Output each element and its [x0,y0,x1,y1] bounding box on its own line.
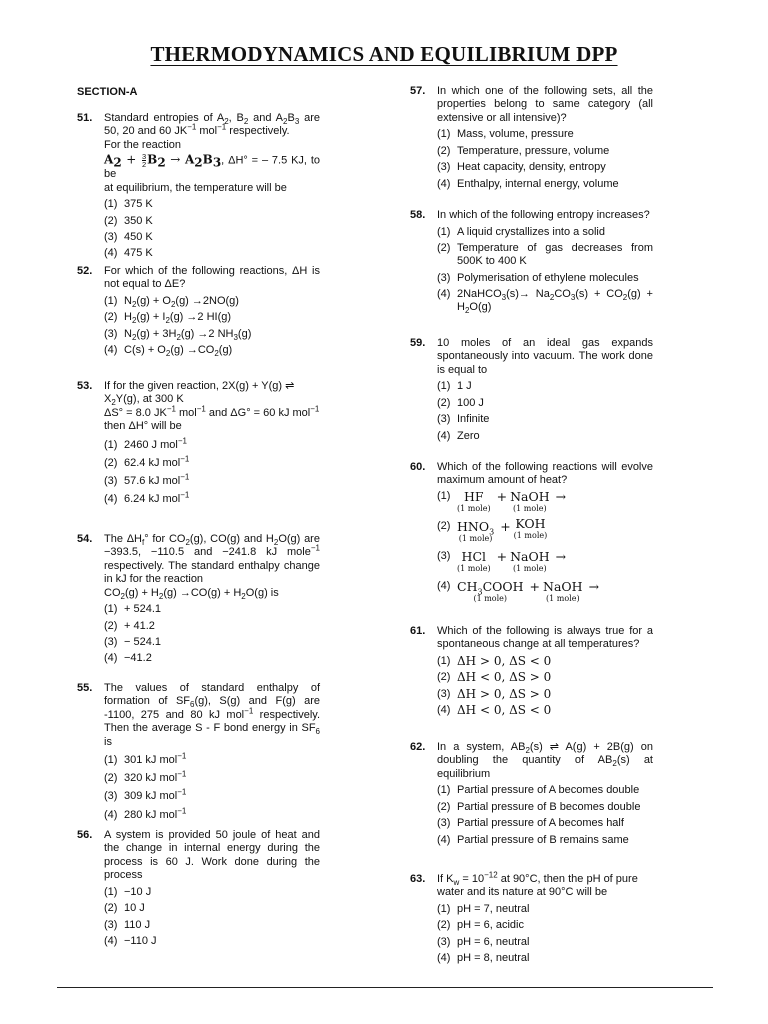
option[interactable]: (4) 280 kJ mol$^{-1}$ [104,805,187,821]
option[interactable]: (4) ΔH < 0, ΔS < 0 [437,703,552,718]
option[interactable]: (3) 57.6 kJ mol$^{-1}$ [104,472,190,488]
options-list [437,490,653,608]
option[interactable]: (2) Partial pressure of B becomes double [437,800,641,813]
option[interactable]: (1) 1 J [437,380,472,393]
option[interactable]: (2) 62.4 kJ mol$^{-1}$ [104,454,190,469]
option[interactable]: (3) Partial pressure of A becomes half [437,817,624,830]
question-number: 60. [410,461,426,473]
question-text: The $\Delta H_f^\circ$ for $CO_2(g)$, CO(g) and $H_2O(g)$ are −393.5, −110.5 and −241.8 kJ mole$^{-1}$ respectively. The standard enthalpy change in kJ for the reaction $CO_2(g) + H_2(g) \to CO(g) + H_2O(g)$ is (1) + 524.1 (2) + 41.2 (3) − 524.1 (4) −41.2 [104,533,320,665]
options-list [437,903,653,965]
option[interactable]: (1) ΔH > 0, ΔS < 0 [437,654,552,668]
question-text: A system is provided 50 joule of heat and the change in internal energy during the process is 60 J. Work done during the process (1) −10 J (2) 10 J (3) 110 J (4) −110 J [104,829,320,947]
options-list [104,886,320,948]
question-text: In which of the following entropy increases? (1) A liquid crystallizes into a solid (2) Temperature of gas decreases from 500K to 400 K (3) Polymerisation of ethylene molecules (4) 2NaHCO$_3$(s)→ $Na_2CO_3(s) + CO_2(g) + H_2O(g)$ [437,209,653,316]
option[interactable]: (4) −110 J [104,934,157,947]
question-number: 56. [77,829,93,841]
option[interactable]: (2) 10 J [104,902,145,915]
option[interactable]: (2) pH = 6, acidic [437,919,524,932]
options-list [437,380,653,442]
option[interactable]: (3) − 524.1 [104,636,162,648]
option[interactable]: (3) Infinite [437,413,490,426]
option[interactable]: (2) Temperature of gas decreases from 500K to 400 K [437,241,653,268]
option[interactable]: (1) $N_2(g) + O_2(g) \to 2NO(g)$ [104,295,239,310]
option[interactable]: (1) pH = 7, neutral [437,903,530,915]
option[interactable]: (2) 100 J [437,396,484,409]
option[interactable]: (1) −10 J [104,885,152,898]
option[interactable]: (4) 6.24 kJ mol$^{-1}$ [104,490,190,506]
option[interactable]: (4) −41.2 [104,652,152,665]
question-number: 55. [77,682,93,694]
option[interactable]: (2) ΔH < 0, ΔS > 0 [437,670,552,685]
option[interactable]: (3) 309 kJ mol$^{-1}$ [104,787,187,803]
question-number: 61. [410,625,426,637]
option[interactable]: (1) 2460 J mol$^{-1}$ [104,435,187,451]
question-number: 62. [410,741,426,753]
options-list [437,784,653,846]
option[interactable]: (1) + 524.1 [104,603,162,616]
option[interactable]: (3) pH = 6, neutral [437,935,530,948]
option[interactable]: (3) Polymerisation of ethylene molecules [437,271,639,284]
reaction-equation: HF (1 mole) + NaOH (1 mole) → [457,488,567,514]
page-title: THERMODYNAMICS AND EQUILIBRIUM DPP [150,42,618,66]
question-number: 57. [410,85,426,97]
options-list [104,603,320,665]
options-list [437,226,653,315]
reaction-equation: HCl (1 mole) + NaOH (1 mole) → [457,548,567,574]
option[interactable]: (2) 320 kJ mol$^{-1}$ [104,769,187,785]
option[interactable]: (4) $C(s) + O_2(g) \to CO_2(g)$ [104,344,233,359]
option[interactable]: (3) 450 K [104,231,153,243]
question-number: 59. [410,337,426,349]
question-text: If for the given reaction, 2X(g) + Y(g) ⇌ $X_2Y(g)$, at 300 K ΔS° = 8.0 $JK^{-1}$ mol$^{-1}$ and ΔG° = 60 kJ mol$^{-1}$ then ΔH° will be (1) 2460 J mol$^{-1}$ (2) 62.4 kJ mol$^{-1}$ (3) 57.6 kJ mol$^{-1}$ (4) 6.24 kJ mol$^{-1}$ [104,380,320,506]
option[interactable]: (4) 475 K [104,247,153,260]
option[interactable]: (3) HCl (1 mole) + NaOH (1 mole) → [437,550,653,578]
reaction-equation: $HNO_3$ (1 mole) + KOH (1 mole) [457,515,548,544]
option[interactable]: (3) Heat capacity, density, entropy [437,161,606,174]
option[interactable]: (3) ΔH > 0, ΔS > 0 [437,686,552,701]
option[interactable]: (2) $HNO_3$ (1 mole) + KOH (1 mole) [437,520,653,548]
question-text: For which of the following reactions, ΔH is not equal to ΔE? (1) $N_2(g) + O_2(g) \to 2NO(g)$ (2) $H_2(g) + I_2(g) \to 2$ HI(g) (3) $N_2(g) + 3H_2(g) \to 2$ $NH_3(g)$ (4) $C(s) + O_2(g) \to CO_2(g)$ [104,265,320,359]
question-text: In which one of the following sets, all the properties belong to same category (all extensive or all intensive)? (1) Mass, volume, pressure (2) Temperature, pressure, volume (3) Heat capacity, density, entropy (4) Enthalpy, internal energy, volume [437,85,653,190]
option[interactable]: (4) pH = 8, neutral [437,952,530,965]
option[interactable]: (4) Enthalpy, internal energy, volume [437,177,619,190]
question-text: In a system, $AB_2(s)$ ⇌ A(g) + 2B(g) on doubling the quantity of $AB_2(s)$ at equilibrium (1) Partial pressure of A becomes double (2) Partial pressure of B becomes double (3) Partial pressure of A becomes half (4) Partial pressure of B remains same [437,741,654,846]
options-list [104,435,320,507]
question-text: Which of the following reactions will evolve maximum amount of heat? (1) HF (1 mole) + NaOH (1 mole) → (2) $HNO_3$ (1 mole) + KOH (1 mole) (3) HCl (1 mole) + NaOH (1 mole) → (4) $CH_3COOH$ (1 mole) + NaOH (1 mole) → [437,461,653,608]
option[interactable]: (2) Temperature, pressure, volume [437,144,610,157]
option[interactable]: (1) 301 kJ mol$^{-1}$ [104,751,187,767]
option[interactable]: (3) 110 J [104,918,151,931]
option[interactable]: (1) Partial pressure of A becomes double [437,784,640,797]
option[interactable]: (4) 2NaHCO$_3$(s)→ $Na_2CO_3(s) + CO_2(g) + H_2O(g)$ [437,287,653,316]
question-number: 52. [77,265,93,277]
option[interactable]: (1) HF (1 mole) + NaOH (1 mole) → [437,490,653,518]
question-number: 51. [77,112,93,124]
question-text: If $K_w = 10^{-12}$ at 90°C, then the pH of pure water and its nature at 90°C will be (1) pH = 7, neutral (2) pH = 6, acidic (3) pH = 6, neutral (4) pH = 8, neutral [437,873,653,965]
question-number: 63. [410,873,426,885]
question-number: 53. [77,380,93,392]
section-heading: SECTION-A [77,86,138,98]
reaction-equation: $CH_3COOH$ (1 mole) + NaOH (1 mole) → [457,578,600,604]
question-text: 10 moles of an ideal gas expands spontaneously into vacuum. The work done is equal to (1) 1 J (2) 100 J (3) Infinite (4) Zero [437,337,653,442]
options-list [437,655,653,717]
question-number: 58. [410,209,426,221]
reaction-equation: $A_2$ + $\frac{3}{2}$ $B_2 \to A_2B_3$, ΔH° = – 7.5 KJ, to be [104,152,321,181]
question-text: Standard entropies of $A_2$, $B_2$ and $A_2B_3$ are 50, 20 and 60 $JK^{-1}$ mol$^{-1}$ respectively. For the reaction $A_2$ + $\frac{3}{2}$ $B_2 \to A_2B_3$, ΔH° = – 7.5 KJ, to be at equilibrium, the temperature will be (1) 375 K (2) 350 K (3) 450 K (4) 475 K [104,112,321,260]
option[interactable]: (2) $H_2(g) + I_2(g) \to 2$ HI(g) [104,311,232,326]
option[interactable]: (2) + 41.2 [104,619,155,632]
question-text: Which of the following is always true for a spontaneous change at all temperatures? (1) ΔH > 0, ΔS < 0 (2) ΔH < 0, ΔS > 0 (3) ΔH > 0, ΔS > 0 (4) ΔH < 0, ΔS < 0 [437,625,653,718]
options-list [104,295,320,357]
option[interactable]: (3) $N_2(g) + 3H_2(g) \to 2$ $NH_3(g)$ [104,327,252,342]
options-list [104,198,320,260]
footer-divider [57,987,713,988]
question-text: The values of standard enthalpy of formation of $SF_6(g)$, S(g) and F(g) are -1100, 275 and 80 kJ mol$^{-1}$ respectively. Then the average S - F bond energy in $SF_6$ is (1) 301 kJ mol$^{-1}$ (2) 320 kJ mol$^{-1}$ (3) 309 kJ mol$^{-1}$ (4) 280 kJ mol$^{-1}$ [104,682,321,821]
option[interactable]: (1) A liquid crystallizes into a solid [437,225,605,238]
option[interactable]: (4) Zero [437,429,480,442]
question-number: 54. [77,533,93,545]
option[interactable]: (1) 375 K [104,198,153,211]
option[interactable]: (4) Partial pressure of B remains same [437,833,629,846]
option[interactable]: (1) Mass, volume, pressure [437,128,574,141]
options-list [437,128,653,190]
option[interactable]: (2) 350 K [104,214,153,227]
option[interactable]: (4) $CH_3COOH$ (1 mole) + NaOH (1 mole) → [437,580,653,608]
